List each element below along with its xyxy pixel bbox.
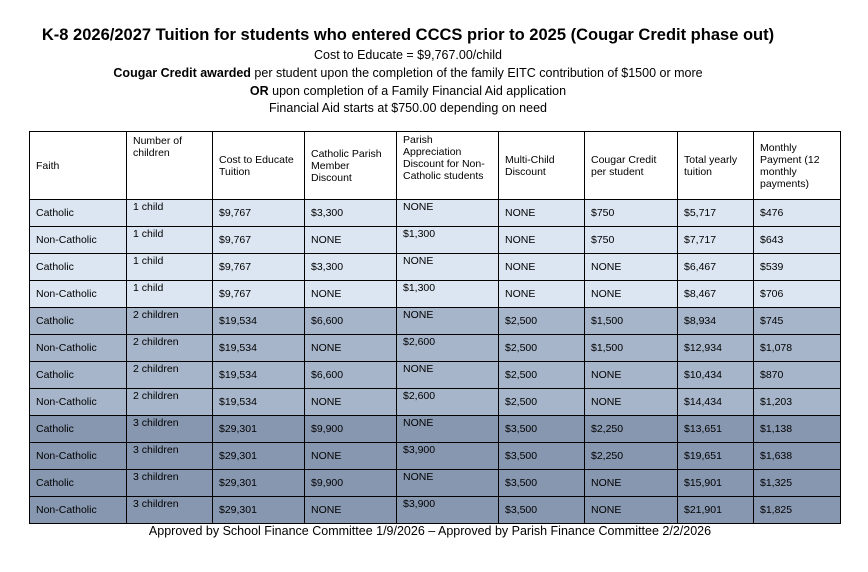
- cell-cougar-credit: NONE: [585, 470, 678, 497]
- cell-faith: Catholic: [30, 362, 127, 389]
- cell-catholic-parish-discount: $9,900: [305, 470, 397, 497]
- cell-monthly-payment: $706: [754, 281, 841, 308]
- cell-catholic-parish-discount: $3,300: [305, 254, 397, 281]
- cell-faith: Non-Catholic: [30, 443, 127, 470]
- cell-cougar-credit: $2,250: [585, 443, 678, 470]
- header-multi-child-discount: Multi-Child Discount: [499, 132, 585, 200]
- cell-cougar-credit: $750: [585, 200, 678, 227]
- cell-catholic-parish-discount: NONE: [305, 443, 397, 470]
- cougar-credit-line: [0, 66, 816, 80]
- cell-cost-to-educate: $19,534: [213, 335, 305, 362]
- cell-cost-to-educate: $29,301: [213, 416, 305, 443]
- header-catholic-parish-discount: Catholic Parish Member Discount: [305, 132, 397, 200]
- cell-total-yearly-tuition: $10,434: [678, 362, 754, 389]
- table-row: [30, 281, 841, 308]
- cell-monthly-payment: $1,138: [754, 416, 841, 443]
- cell-cost-to-educate: $19,534: [213, 362, 305, 389]
- table-row: [30, 200, 841, 227]
- cell-faith: Catholic: [30, 308, 127, 335]
- cell-monthly-payment: $1,638: [754, 443, 841, 470]
- cell-multi-child-discount: $3,500: [499, 497, 585, 524]
- cell-monthly-payment: $1,078: [754, 335, 841, 362]
- cell-catholic-parish-discount: NONE: [305, 389, 397, 416]
- cell-parish-appreciation-discount: NONE: [397, 308, 499, 335]
- cell-cougar-credit: NONE: [585, 362, 678, 389]
- cell-monthly-payment: $1,203: [754, 389, 841, 416]
- cell-catholic-parish-discount: NONE: [305, 335, 397, 362]
- cell-catholic-parish-discount: NONE: [305, 227, 397, 254]
- header-cougar-credit: Cougar Credit per student: [585, 132, 678, 200]
- cell-number-of-children: 1 child: [127, 281, 213, 308]
- cell-multi-child-discount: NONE: [499, 200, 585, 227]
- cell-number-of-children: 3 children: [127, 497, 213, 524]
- cell-cost-to-educate: $29,301: [213, 497, 305, 524]
- header-faith: Faith: [30, 132, 127, 200]
- cell-number-of-children: 1 child: [127, 200, 213, 227]
- cell-total-yearly-tuition: $21,901: [678, 497, 754, 524]
- cell-monthly-payment: $1,825: [754, 497, 841, 524]
- header-number-of-children: Number of children: [127, 132, 213, 200]
- cell-cougar-credit: NONE: [585, 389, 678, 416]
- cell-monthly-payment: $1,325: [754, 470, 841, 497]
- cell-cost-to-educate: $29,301: [213, 443, 305, 470]
- cell-multi-child-discount: $3,500: [499, 470, 585, 497]
- cell-multi-child-discount: NONE: [499, 254, 585, 281]
- cell-parish-appreciation-discount: NONE: [397, 200, 499, 227]
- cell-total-yearly-tuition: $5,717: [678, 200, 754, 227]
- cell-parish-appreciation-discount: NONE: [397, 254, 499, 281]
- cell-monthly-payment: $870: [754, 362, 841, 389]
- cell-catholic-parish-discount: $9,900: [305, 416, 397, 443]
- cell-total-yearly-tuition: $12,934: [678, 335, 754, 362]
- cell-number-of-children: 2 children: [127, 308, 213, 335]
- cell-faith: Catholic: [30, 254, 127, 281]
- financial-aid-start-line: Financial Aid starts at $750.00 depending on need: [269, 101, 547, 115]
- cell-multi-child-discount: $2,500: [499, 362, 585, 389]
- cell-multi-child-discount: $3,500: [499, 416, 585, 443]
- cell-monthly-payment: $476: [754, 200, 841, 227]
- financial-aid-application-line-bold: OR: [249, 84, 269, 98]
- cell-cougar-credit: NONE: [585, 497, 678, 524]
- cell-parish-appreciation-discount: $1,300: [397, 281, 499, 308]
- cell-cost-to-educate: $19,534: [213, 308, 305, 335]
- table-row: [30, 470, 841, 497]
- header-cost-to-educate: Cost to Educate Tuition: [213, 132, 305, 200]
- cell-faith: Non-Catholic: [30, 227, 127, 254]
- cell-catholic-parish-discount: $6,600: [305, 308, 397, 335]
- cell-cost-to-educate: $9,767: [213, 200, 305, 227]
- cell-number-of-children: 3 children: [127, 443, 213, 470]
- cell-number-of-children: 2 children: [127, 335, 213, 362]
- cell-monthly-payment: $643: [754, 227, 841, 254]
- cell-parish-appreciation-discount: $2,600: [397, 389, 499, 416]
- cell-multi-child-discount: NONE: [499, 281, 585, 308]
- cell-total-yearly-tuition: $15,901: [678, 470, 754, 497]
- cell-total-yearly-tuition: $7,717: [678, 227, 754, 254]
- cell-faith: Catholic: [30, 470, 127, 497]
- cell-number-of-children: 3 children: [127, 416, 213, 443]
- header-parish-appreciation-discount: Parish Appreciation Discount for Non-Catholic students: [397, 132, 499, 200]
- cell-cougar-credit: $1,500: [585, 308, 678, 335]
- cell-catholic-parish-discount: NONE: [305, 281, 397, 308]
- cougar-credit-line-text: per student upon the completion of the family EITC contribution of $1500 or more: [250, 66, 703, 80]
- cell-faith: Catholic: [30, 416, 127, 443]
- cell-multi-child-discount: $2,500: [499, 308, 585, 335]
- tuition-table: [29, 131, 841, 524]
- cell-catholic-parish-discount: $3,300: [305, 200, 397, 227]
- cell-multi-child-discount: $2,500: [499, 389, 585, 416]
- table-row: [30, 227, 841, 254]
- table-row: [30, 254, 841, 281]
- cell-number-of-children: 1 child: [127, 254, 213, 281]
- cell-total-yearly-tuition: $19,651: [678, 443, 754, 470]
- cell-multi-child-discount: $2,500: [499, 335, 585, 362]
- cell-faith: Catholic: [30, 200, 127, 227]
- tuition-table-body: [30, 132, 841, 524]
- table-row: [30, 443, 841, 470]
- cell-cost-to-educate: $19,534: [213, 389, 305, 416]
- cougar-credit-line-bold: Cougar Credit awarded: [113, 66, 251, 80]
- table-row: [30, 416, 841, 443]
- table-row: [30, 308, 841, 335]
- cell-parish-appreciation-discount: NONE: [397, 362, 499, 389]
- cell-cost-to-educate: $9,767: [213, 227, 305, 254]
- cell-number-of-children: 3 children: [127, 470, 213, 497]
- cell-catholic-parish-discount: $6,600: [305, 362, 397, 389]
- cell-cougar-credit: NONE: [585, 254, 678, 281]
- cell-parish-appreciation-discount: $3,900: [397, 443, 499, 470]
- cell-cost-to-educate: $9,767: [213, 254, 305, 281]
- cell-parish-appreciation-discount: $3,900: [397, 497, 499, 524]
- cell-cougar-credit: $2,250: [585, 416, 678, 443]
- financial-aid-application-line: [0, 84, 816, 98]
- cost-to-educate-line: Cost to Educate = $9,767.00/child: [314, 48, 502, 62]
- table-row: [30, 389, 841, 416]
- cell-parish-appreciation-discount: $1,300: [397, 227, 499, 254]
- table-row: [30, 362, 841, 389]
- page-title: K-8 2026/2027 Tuition for students who entered CCCS prior to 2025 (Cougar Credit phase out): [41, 26, 775, 44]
- cell-cost-to-educate: $9,767: [213, 281, 305, 308]
- financial-aid-application-line-text: upon completion of a Family Financial Aid application: [268, 84, 567, 98]
- cell-monthly-payment: $539: [754, 254, 841, 281]
- cell-faith: Non-Catholic: [30, 281, 127, 308]
- cell-monthly-payment: $745: [754, 308, 841, 335]
- cell-parish-appreciation-discount: NONE: [397, 470, 499, 497]
- cell-total-yearly-tuition: $8,934: [678, 308, 754, 335]
- cell-cougar-credit: NONE: [585, 281, 678, 308]
- cell-faith: Non-Catholic: [30, 497, 127, 524]
- cell-parish-appreciation-discount: NONE: [397, 416, 499, 443]
- cell-multi-child-discount: NONE: [499, 227, 585, 254]
- cell-cost-to-educate: $29,301: [213, 470, 305, 497]
- cell-total-yearly-tuition: $6,467: [678, 254, 754, 281]
- cell-total-yearly-tuition: $13,651: [678, 416, 754, 443]
- cell-faith: Non-Catholic: [30, 335, 127, 362]
- cell-number-of-children: 1 child: [127, 227, 213, 254]
- cell-catholic-parish-discount: NONE: [305, 497, 397, 524]
- cell-multi-child-discount: $3,500: [499, 443, 585, 470]
- cell-parish-appreciation-discount: $2,600: [397, 335, 499, 362]
- cell-total-yearly-tuition: $14,434: [678, 389, 754, 416]
- cell-cougar-credit: $1,500: [585, 335, 678, 362]
- table-header-row: [30, 132, 841, 200]
- table-row: [30, 335, 841, 362]
- approval-footer: Approved by School Finance Committee 1/9/2026 – Approved by Parish Finance Committee 2/2/2026: [148, 524, 712, 538]
- header-total-yearly-tuition: Total yearly tuition: [678, 132, 754, 200]
- cell-number-of-children: 2 children: [127, 389, 213, 416]
- cell-total-yearly-tuition: $8,467: [678, 281, 754, 308]
- cell-faith: Non-Catholic: [30, 389, 127, 416]
- cell-cougar-credit: $750: [585, 227, 678, 254]
- table-row: [30, 497, 841, 524]
- cell-number-of-children: 2 children: [127, 362, 213, 389]
- header-monthly-payment: Monthly Payment (12 monthly payments): [754, 132, 841, 200]
